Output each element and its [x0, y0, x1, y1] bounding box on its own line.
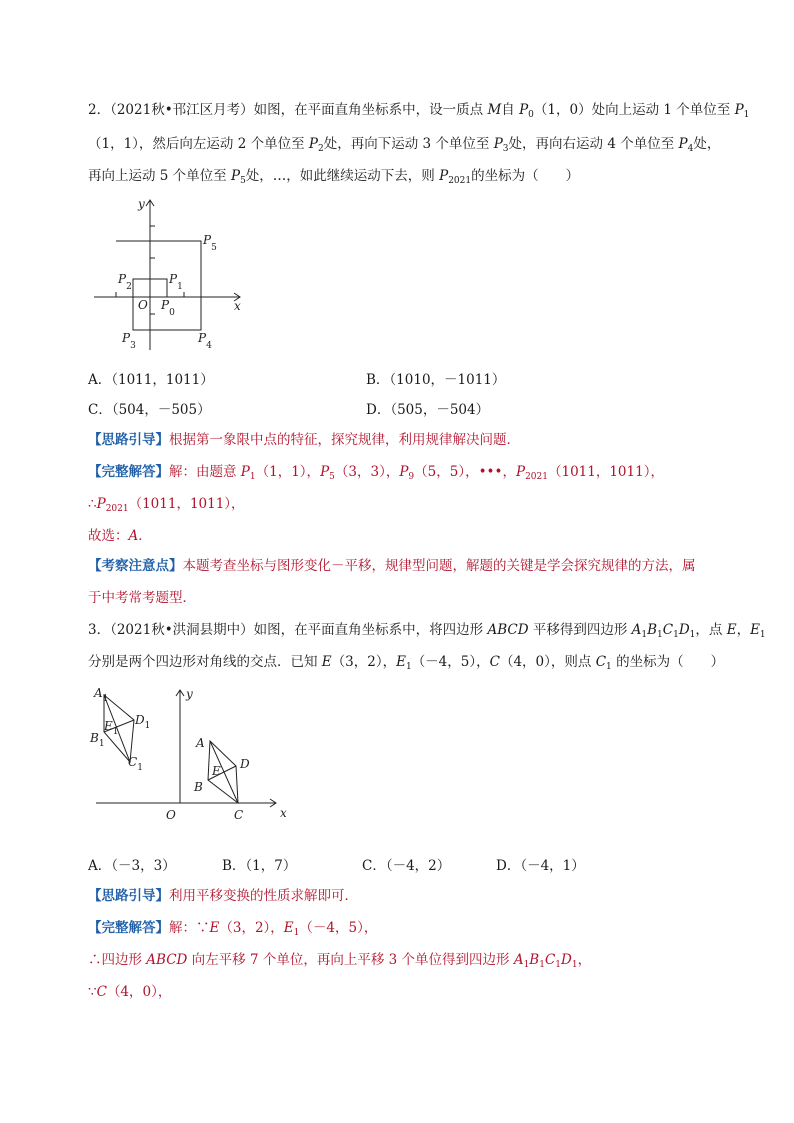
q2-answer-text: （1011，1011）， [547, 464, 664, 480]
q2-note-text: 本题考查坐标与图形变化－平移，规律型问题，解题的关键是学会探究规律的方法，属 [182, 558, 696, 574]
q2-fig-label-p5: $P_5$ [203, 233, 217, 253]
q3-text: 3．（2021秋•洪洞县期中）如图，在平面直角坐标系中，将四边形 [88, 622, 488, 638]
q2-hint-text: 根据第一象限中点的特征，探究规律，利用规律解决问题． [169, 432, 520, 448]
q2-option-c[interactable]: C．（504，－505） [88, 402, 211, 418]
q3-answer-text: E [209, 920, 220, 936]
q2-text: M [487, 102, 502, 118]
q3-answer-text: ∵ [88, 984, 97, 1000]
q2-line-2 [88, 134, 720, 159]
q3-fig-label-e1: $E_1$ [104, 719, 119, 737]
q2-text: （1，0）处向上运动 1 个单位至 [533, 102, 735, 118]
q3-hint-tag: 【思路引导】 [88, 888, 169, 904]
q2-answer [88, 462, 664, 487]
q3-fig-label-y: y [186, 687, 193, 701]
q3-text: E [726, 622, 737, 638]
q2-answer-text: A [128, 528, 139, 544]
q2-answer-text: （5，5），•••， [414, 464, 516, 480]
q3-sub: 1 [523, 960, 530, 970]
q3-text: （－4，5）， [411, 654, 490, 670]
q3-answer-text: ， [577, 952, 592, 968]
q3-option-c[interactable]: C．（－4，2） [362, 858, 451, 874]
q3-answer-text: C [544, 952, 556, 968]
q2-fig-label-p2: $P_2$ [118, 272, 132, 292]
q2-hint [88, 430, 520, 450]
q3-text: E [750, 622, 760, 638]
q3-text: ，点 [695, 622, 727, 638]
q2-sub: 0 [528, 110, 534, 120]
q2-fig-label-p4: $P_4$ [198, 331, 212, 351]
q3-answer-line-3 [88, 982, 171, 1002]
q2-fig-label-p0: $P_0$ [161, 298, 175, 318]
q2-answer-tag: 【完整解答】 [88, 464, 169, 480]
q3-fig-label-c: C [234, 808, 244, 822]
q2-text: 处，再向右运动 4 个单位至 [508, 136, 679, 152]
q2-answer-text: 解：由题意 [169, 464, 241, 480]
q2-answer-text: （3，3）， [334, 464, 400, 480]
q3-text: 平移得到四边形 [528, 622, 632, 638]
q2-answer-text: ． [138, 528, 152, 544]
q3-hint [88, 886, 358, 906]
q3-line-2 [88, 652, 724, 677]
q2-sub: 3 [502, 144, 509, 154]
q3-sub: 1 [555, 960, 562, 970]
q2-answer-text: P [96, 496, 106, 512]
q2-sub: 2021 [525, 472, 548, 482]
q3-answer-text: B [529, 952, 540, 968]
q2-sub: 5 [329, 472, 335, 482]
q2-line-1 [88, 100, 749, 125]
q3-answer-text: ∴四边形 [88, 952, 147, 968]
q2-text: 2．（2021秋•邗江区月考）如图，在平面直角坐标系中，设一质点 [88, 102, 488, 118]
q2-answer-text: P [515, 464, 526, 480]
q3-sub: 1 [405, 662, 412, 672]
q2-option-d[interactable]: D．（505，－504） [366, 402, 490, 418]
q2-sub: 2021 [448, 176, 472, 186]
q3-answer-text: E [283, 920, 294, 936]
q2-option-a[interactable]: A．（1011，1011） [88, 372, 214, 388]
q2-note-text: 于中考常考题型． [88, 590, 196, 606]
q3-text: （4，0），则点 [499, 654, 596, 670]
q2-fig-label-p1: $P_1$ [169, 272, 183, 292]
q2-sub: 9 [408, 472, 415, 482]
q2-sub: 5 [240, 176, 246, 186]
q2-text: （1，1），然后向左运动 2 个单位至 [88, 136, 309, 152]
q3-sub: 1 [759, 630, 766, 640]
q2-sub: 4 [687, 144, 694, 154]
q3-fig-label-x: x [280, 806, 287, 820]
q3-option-d[interactable]: D．（－4，1） [496, 858, 585, 874]
q2-sub: 2021 [105, 504, 129, 514]
q2-note-tag: 【考察注意点】 [88, 558, 183, 574]
q3-sub: 1 [539, 960, 545, 970]
q3-text: ， [736, 622, 751, 638]
q2-choice [88, 526, 152, 546]
q3-text: 分别是两个四边形对角线的交点．已知 [88, 654, 322, 670]
q3-fig-label-b: B [194, 780, 203, 794]
q3-sub: 1 [606, 662, 612, 672]
q3-sub: 1 [293, 928, 300, 938]
q3-text: C [489, 654, 500, 670]
q3-text: D [678, 622, 690, 638]
q3-text: A [631, 622, 642, 638]
q3-sub: 1 [641, 630, 648, 640]
q3-answer-text: 解：∵ [169, 920, 210, 936]
q2-text: P [230, 168, 241, 184]
q2-answer-text: ∴ [88, 496, 97, 512]
q3-option-a[interactable]: A．（－3，3） [88, 858, 176, 874]
q3-text: 的坐标为（ ） [611, 654, 725, 670]
q2-text: 再向上运动 5 个单位至 [88, 168, 231, 184]
q2-text: 自 [501, 102, 520, 118]
q3-fig-label-b1: $B_1$ [90, 731, 105, 749]
q2-text: 处，再向下运动 3 个单位至 [323, 136, 494, 152]
q3-fig-label-e: E [212, 764, 221, 778]
q3-fig-label-d1: $D_1$ [135, 713, 151, 731]
q3-answer-line-2 [88, 950, 591, 975]
q3-text: E [321, 654, 332, 670]
q3-text: （3，2）， [331, 654, 397, 670]
q2-option-b[interactable]: B．（1010，－1011） [366, 372, 506, 388]
q2-fig-label-origin: O [138, 298, 148, 312]
q3-answer-text: （3，2）， [219, 920, 284, 936]
q2-text: 处，…，如此继续运动下去，则 [245, 168, 440, 184]
q3-answer-text: C [96, 984, 107, 1000]
q3-fig-label-d: D [240, 757, 250, 771]
q2-figure [90, 192, 260, 352]
q3-answer-text: 向左平移 7 个单位，再向上平移 3 个单位得到四边形 [187, 952, 514, 968]
q2-text: P [734, 102, 744, 118]
q3-answer-text: ABCD [146, 952, 188, 968]
q3-sub: 1 [657, 630, 663, 640]
q3-hint-text: 利用平移变换的性质求解即可． [169, 888, 358, 904]
q2-fig-label-y: y [138, 197, 145, 211]
q3-text: ABCD [487, 622, 529, 638]
q2-text: P [439, 168, 449, 184]
q3-answer-tag: 【完整解答】 [88, 920, 169, 936]
q2-text: P [519, 102, 529, 118]
q3-figure [86, 682, 300, 828]
q2-answer-text: 故选： [88, 528, 129, 544]
q2-text: P [308, 136, 318, 152]
q3-sub: 1 [673, 630, 679, 640]
q2-text: P [678, 136, 688, 152]
q3-answer-text: （4，0）， [106, 984, 172, 1000]
q2-answer-text: P [320, 464, 330, 480]
q2-text: P [493, 136, 503, 152]
q3-answer-text: A [513, 952, 524, 968]
q2-fig-label-x: x [234, 299, 241, 313]
q3-answer-text: D [561, 952, 572, 968]
q3-sub: 1 [689, 630, 696, 640]
q2-note-line-1 [88, 556, 696, 576]
q3-text: E [396, 654, 406, 670]
q3-fig-label-a: A [196, 736, 205, 750]
q2-answer-text: （1，1）， [255, 464, 321, 480]
q3-answer-text: （－4，5）， [299, 920, 378, 936]
q3-fig-label-a1: $A_1$ [94, 686, 109, 704]
q2-therefore [88, 494, 245, 519]
q2-text: 的坐标为（ ） [471, 168, 580, 184]
q3-fig-label-c1: $C_1$ [128, 755, 143, 773]
q3-text: C [662, 622, 674, 638]
q2-answer-text: P [240, 464, 250, 480]
q3-answer [88, 918, 377, 943]
q3-line-1 [88, 620, 766, 645]
q2-sub: 2 [318, 144, 324, 154]
q3-text: C [595, 654, 607, 670]
q2-text: 处， [693, 136, 721, 152]
q3-text: B [647, 622, 658, 638]
q3-fig-label-origin: O [166, 808, 176, 822]
q2-answer-text: （1011，1011）， [128, 496, 245, 512]
q3-option-b[interactable]: B．（1，7） [222, 858, 297, 874]
q2-line-3 [88, 166, 579, 191]
q2-answer-text: P [399, 464, 409, 480]
q2-sub: 1 [743, 110, 750, 120]
q2-note-line-2 [88, 588, 196, 608]
q3-sub: 1 [571, 960, 578, 970]
q2-fig-label-p3: $P_3$ [122, 331, 136, 351]
q2-sub: 1 [249, 472, 256, 482]
q2-hint-tag: 【思路引导】 [88, 432, 169, 448]
